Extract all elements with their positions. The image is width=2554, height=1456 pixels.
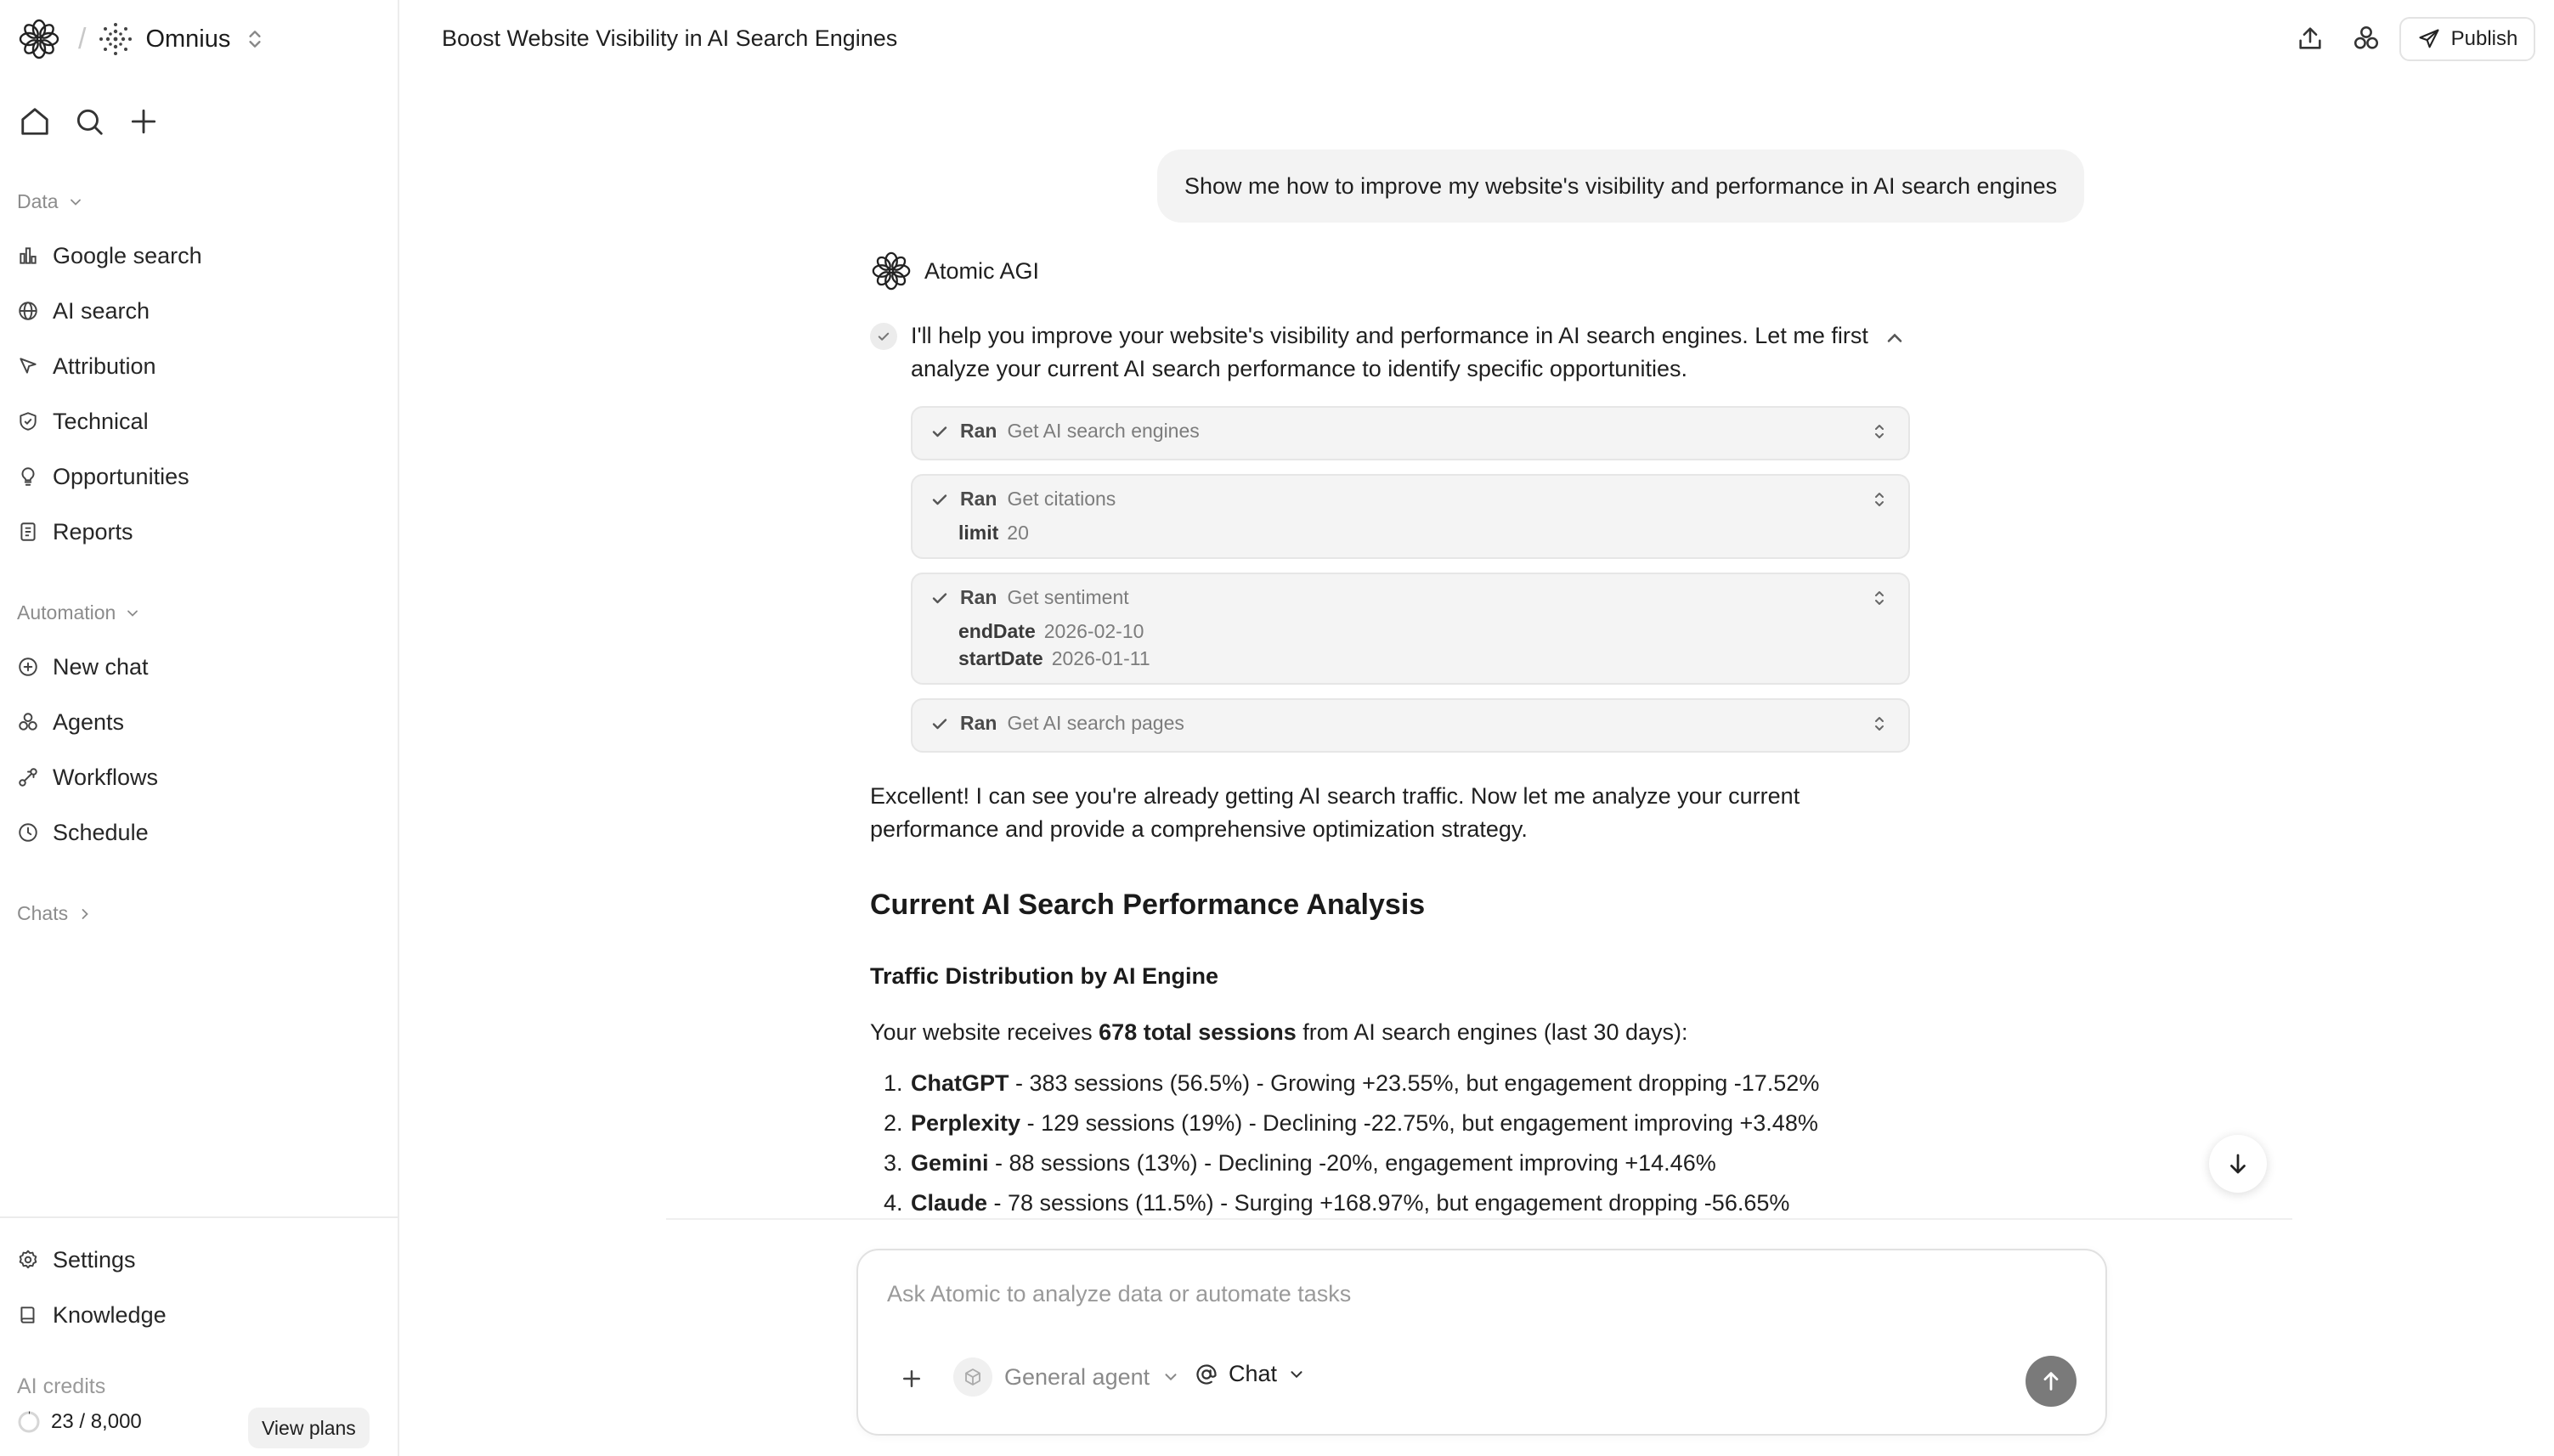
credits-usage xyxy=(17,1410,142,1434)
sidebar-item-label: Opportunities xyxy=(53,463,189,489)
mode-selector[interactable] xyxy=(1195,1361,1306,1387)
cursor-icon xyxy=(17,355,39,377)
param-key: endDate xyxy=(958,620,1036,642)
publish-label: Publish xyxy=(2450,27,2518,50)
chevron-right-icon xyxy=(76,906,93,923)
quick-actions xyxy=(19,105,160,138)
search-icon[interactable] xyxy=(73,105,105,138)
list-item: 4. Claude - 78 sessions (11.5%) - Surging +168.97%, but engagement dropping -56.65% xyxy=(884,1190,1790,1216)
assistant-intro-text: I'll help you improve your website's visibility and performance in AI search engines. Let me first analyze your current AI search performance to identify specific opportunities. xyxy=(911,323,1868,381)
credits-value: 23 / 8,000 xyxy=(51,1410,142,1433)
shield-check-icon xyxy=(17,410,39,432)
progress-ring-icon xyxy=(17,1410,41,1434)
tool-call-param xyxy=(958,522,1029,545)
response-subheading: Traffic Distribution by AI Engine xyxy=(870,963,1219,989)
tool-call-header xyxy=(929,586,1129,609)
add-attachment-icon[interactable] xyxy=(899,1366,924,1391)
param-value: 2026-02-10 xyxy=(1043,620,1144,642)
check-icon xyxy=(929,588,950,608)
at-sign-icon xyxy=(1195,1363,1218,1386)
chevron-down-icon xyxy=(1161,1368,1180,1386)
assistant-name: Atomic AGI xyxy=(924,257,1040,284)
tool-call-name: Get AI search pages xyxy=(1007,712,1184,734)
chevron-up-down-icon[interactable] xyxy=(1869,489,1890,510)
sidebar-item-label: New chat xyxy=(53,653,149,680)
agent-cube-icon xyxy=(953,1357,992,1397)
chevron-up-down-icon[interactable] xyxy=(1869,421,1890,442)
tool-call-header xyxy=(929,420,1200,443)
chevron-down-icon xyxy=(67,194,84,211)
globe-icon xyxy=(17,300,39,322)
sidebar-item-label: AI search xyxy=(53,297,150,324)
view-plans-button[interactable]: View plans xyxy=(248,1408,370,1448)
sidebar-item-label: Technical xyxy=(53,408,149,434)
sidebar-item-new-chat[interactable] xyxy=(17,646,149,688)
section-toggle-data[interactable]: Data xyxy=(17,190,84,213)
sidebar-item-settings[interactable] xyxy=(17,1239,136,1281)
sidebar-item-label: Workflows xyxy=(53,764,159,790)
sidebar-item-label: Settings xyxy=(53,1246,136,1273)
list-item: 1. ChatGPT - 383 sessions (56.5%) - Growing +23.55%, but engagement dropping -17.52% xyxy=(884,1070,1820,1096)
mode-label: Chat xyxy=(1229,1361,1278,1386)
send-plane-icon xyxy=(2417,27,2441,51)
tool-call-status: Ran xyxy=(960,488,997,510)
param-key: limit xyxy=(958,522,999,544)
tool-call-name: Get citations xyxy=(1007,488,1116,510)
tool-call-header xyxy=(929,488,1116,511)
gear-icon xyxy=(17,1249,39,1271)
response-heading: Current AI Search Performance Analysis xyxy=(870,889,1426,921)
share-upload-icon[interactable] xyxy=(2296,24,2325,53)
chat-composer xyxy=(856,1249,2107,1436)
assistant-header xyxy=(870,250,1039,292)
sidebar-item-reports[interactable] xyxy=(17,511,133,553)
agent-label: General agent xyxy=(1004,1363,1150,1390)
book-icon xyxy=(17,1304,39,1326)
workspace-dots-icon xyxy=(98,21,133,57)
credits-label: AI credits xyxy=(17,1374,106,1398)
sidebar-divider xyxy=(0,1216,399,1218)
sidebar-item-label: Schedule xyxy=(53,819,149,845)
param-key: startDate xyxy=(958,647,1043,669)
user-message: Show me how to improve my website's visibility and performance in AI search engines xyxy=(1157,150,2084,223)
plus-icon[interactable] xyxy=(127,105,160,138)
workspace-name[interactable]: Omnius xyxy=(145,25,231,53)
sidebar-item-schedule[interactable] xyxy=(17,811,149,854)
sidebar-item-opportunities[interactable] xyxy=(17,455,189,498)
send-button[interactable] xyxy=(2026,1356,2077,1407)
section-toggle-automation[interactable]: Automation xyxy=(17,601,141,624)
chevron-down-icon xyxy=(124,605,141,622)
home-icon[interactable] xyxy=(19,105,51,138)
publish-button[interactable] xyxy=(2399,17,2535,61)
chat-input[interactable] xyxy=(887,1281,2060,1307)
sidebar-item-workflows[interactable] xyxy=(17,756,158,799)
arrow-down-icon xyxy=(2225,1151,2251,1177)
workspace-switcher[interactable] xyxy=(17,17,266,61)
chevron-up-down-icon[interactable] xyxy=(1869,714,1890,734)
sidebar-item-agents[interactable] xyxy=(17,701,124,743)
sidebar-item-attribution[interactable] xyxy=(17,345,156,387)
arrow-up-icon xyxy=(2039,1369,2063,1393)
traffic-summary: Your website receives 678 total sessions from AI search engines (last 30 days): xyxy=(870,1019,1688,1045)
total-sessions: 678 total sessions xyxy=(1099,1019,1297,1045)
sidebar-item-label: Agents xyxy=(53,708,125,735)
workflow-icon xyxy=(17,766,39,788)
atomic-agi-avatar-icon xyxy=(870,250,913,292)
atomic-logo-icon[interactable] xyxy=(17,17,61,61)
tool-call-card[interactable] xyxy=(911,474,1910,559)
section-toggle-chats[interactable]: Chats xyxy=(17,902,93,925)
sidebar-item-google-search[interactable] xyxy=(17,234,202,277)
agents-icon[interactable] xyxy=(2352,24,2381,53)
bar-chart-icon xyxy=(17,245,39,267)
page-title: Boost Website Visibility in AI Search Engines xyxy=(442,25,898,51)
tool-call-header xyxy=(929,712,1184,735)
check-icon xyxy=(929,714,950,734)
agents-icon xyxy=(17,711,39,733)
param-value: 2026-01-11 xyxy=(1051,647,1150,669)
sidebar-item-knowledge[interactable] xyxy=(17,1294,167,1336)
tool-call-name: Get sentiment xyxy=(1007,586,1129,608)
scroll-to-bottom-button[interactable] xyxy=(2209,1135,2267,1193)
step-complete-check-icon xyxy=(870,323,897,350)
agent-selector[interactable] xyxy=(953,1357,1180,1397)
tool-call-status: Ran xyxy=(960,586,997,608)
lightbulb-icon xyxy=(17,466,39,488)
sidebar-item-label: Knowledge xyxy=(53,1301,167,1328)
tool-call-status: Ran xyxy=(960,420,997,442)
chevron-up-icon[interactable] xyxy=(1883,326,1907,350)
plus-circle-icon xyxy=(17,656,39,678)
breadcrumb-separator: / xyxy=(78,22,87,55)
clock-icon xyxy=(17,821,39,844)
sidebar-item-label: Attribution xyxy=(53,353,156,379)
chat-divider xyxy=(666,1218,2292,1220)
chevron-down-icon xyxy=(1287,1365,1306,1384)
sidebar-item-ai-search[interactable] xyxy=(17,290,150,332)
param-value: 20 xyxy=(1007,522,1029,544)
chevron-up-down-icon[interactable] xyxy=(1869,588,1890,608)
tool-call-card[interactable] xyxy=(911,573,1910,685)
check-icon xyxy=(929,489,950,510)
chevron-up-down-icon[interactable] xyxy=(244,28,266,50)
sidebar-item-technical[interactable] xyxy=(17,400,149,443)
tool-call-param xyxy=(958,647,1150,670)
list-item: 2. Perplexity - 129 sessions (19%) - Declining -22.75%, but engagement improving +3.48% xyxy=(884,1110,1818,1136)
tool-call-card[interactable] xyxy=(911,698,1910,753)
check-icon xyxy=(929,421,950,442)
tool-call-card[interactable] xyxy=(911,406,1910,460)
sidebar-item-label: Google search xyxy=(53,242,202,268)
tool-call-param xyxy=(958,620,1144,643)
tool-call-name: Get AI search engines xyxy=(1007,420,1200,442)
assistant-followup-text: Excellent! I can see you're already getting AI search traffic. Now let me analyze your current performance and provide a comprehensive optimization strategy. xyxy=(870,783,1800,842)
sidebar xyxy=(0,0,399,1456)
document-icon xyxy=(17,521,39,543)
tool-call-status: Ran xyxy=(960,712,997,734)
sidebar-item-label: Reports xyxy=(53,518,133,545)
list-item: 3. Gemini - 88 sessions (13%) - Declining -20%, engagement improving +14.46% xyxy=(884,1150,1716,1176)
